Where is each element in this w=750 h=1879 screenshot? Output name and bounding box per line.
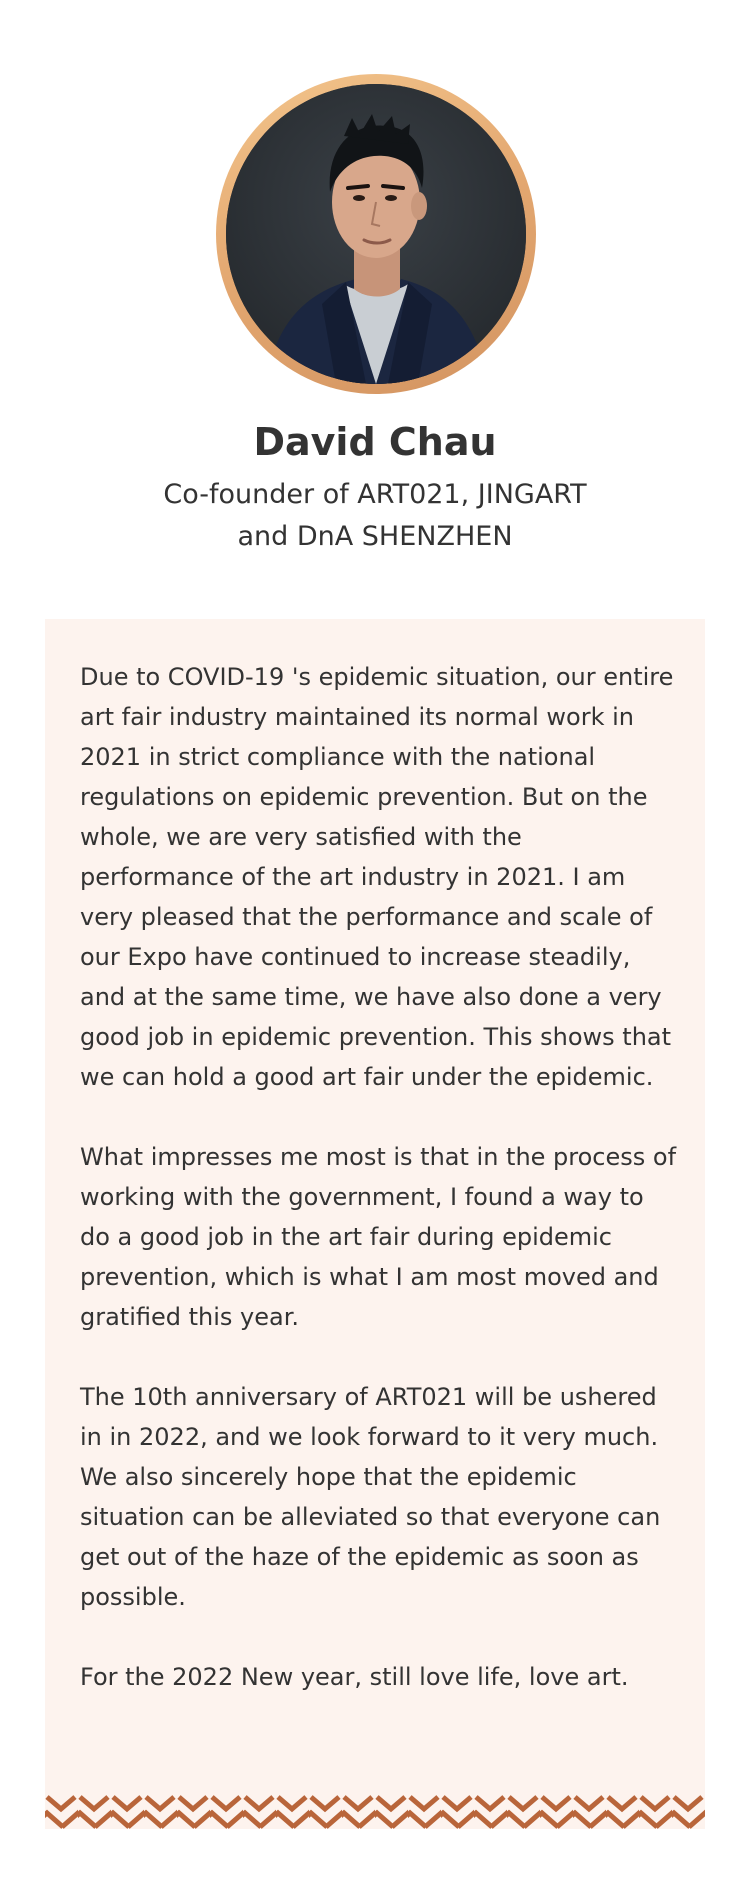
statement-body [80, 657, 680, 1737]
statement-paragraph: The 10th anniversary of ART021 will be ushered in in 2022, and we look forward to it very much. We also sincerely hope that the epidemic situation can be alleviated so that everyone can get out of the haze of the epidemic as soon as possible. [80, 1383, 661, 1611]
statement-card [45, 619, 705, 1829]
person-name: David Chau [253, 420, 497, 464]
role-line-1: Co-founder of ART021, JINGART [163, 479, 587, 510]
statement-paragraph: For the 2022 New year, still love life, love art. [80, 1663, 629, 1691]
portrait-photo-icon [226, 84, 526, 384]
statement-paragraph: What impresses me most is that in the process of working with the government, I found a way to do a good job in the art fair during epidemic prevention, which is what I am most moved and gratified this year. [80, 1143, 677, 1331]
avatar [226, 84, 526, 384]
person-role [0, 474, 750, 558]
avatar-ring [216, 74, 536, 394]
zigzag-pattern-icon [45, 1795, 705, 1829]
statement-paragraph: Due to COVID-19 's epidemic situation, our entire art fair industry maintained its normal work in 2021 in strict compliance with the national regulations on epidemic prevention. But on the whole, we are very satisfied with the performance of the art industry in 2021. I am very pleased that the performance and scale of our Expo have continued to increase steadily, and at the same time, we have also done a very good job in epidemic prevention. This shows that we can hold a good art fair under the epidemic. [80, 663, 674, 1091]
role-line-2: and DnA SHENZHEN [237, 521, 513, 552]
